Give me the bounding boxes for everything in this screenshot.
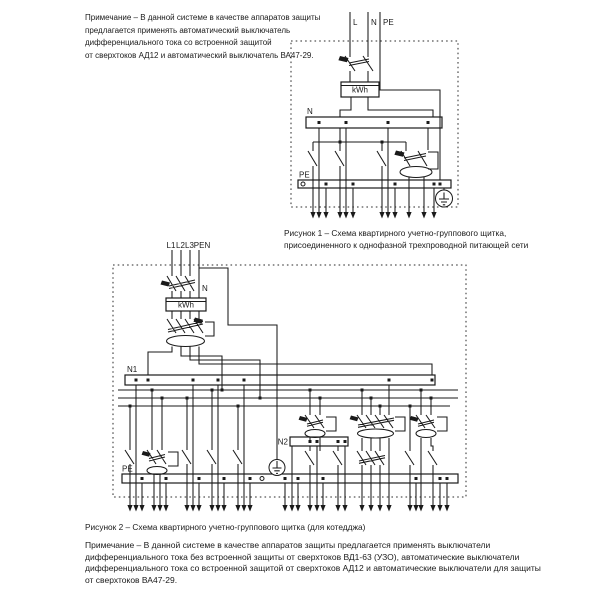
note-line: предлагается применять автоматический выключатель: [85, 25, 291, 35]
n2-bus-label: N2: [277, 437, 288, 447]
outgoing-arrows: [310, 212, 436, 219]
panel-enclosure-border: [291, 41, 458, 207]
rcd-toroid-icon: [305, 430, 325, 438]
label-l2: L2: [176, 241, 185, 250]
pe-bus: [122, 474, 458, 483]
neutral-bus: [306, 117, 442, 128]
figure1-caption: [284, 227, 528, 251]
wiring: [308, 12, 444, 212]
note-line: Примечание – В данной системе в качестве аппаратов защиты предлагается применять выключатели: [85, 540, 491, 550]
label-n-wire: N: [202, 284, 208, 293]
caption-line: Рисунок 1 – Схема квартирного учетно-группового щитка,: [284, 228, 507, 238]
note-line: Примечание – В данной системе в качестве аппаратов защиты: [85, 13, 321, 22]
rcd-toroid-icon: [400, 167, 432, 178]
pe-terminal: [301, 182, 305, 186]
note-bottom: [85, 540, 541, 587]
figure1-schematic: [291, 12, 458, 219]
figure2-schematic: [113, 241, 466, 512]
kwh-label: kWh: [352, 85, 368, 95]
rcd-toroid-icon: [167, 336, 205, 347]
label-l1: L1: [166, 241, 176, 250]
note-line: от сверхтоков ВА47-29.: [85, 575, 178, 586]
rcd-toroid-icon: [358, 429, 394, 438]
figure2-caption: [85, 521, 365, 533]
note-line: дифференциального тока со встроенной защитой: [85, 38, 272, 48]
note-line: от сверхтоков АД12 и автоматический выключатель ВА47-29.: [85, 50, 314, 60]
caption-line: присоединенного к однофазной трехпроводной питающей сети: [284, 240, 529, 250]
note-line: дифференциального тока со встроенной защитой от сверхтоков АД12 и автоматические выключатели для защиты: [85, 563, 541, 574]
pe-terminal: [260, 477, 264, 481]
neutral-bus-label: N: [307, 107, 313, 116]
label-l: L: [353, 18, 358, 27]
pe-bus-label: PE: [122, 464, 133, 474]
n1-bus-label: N1: [127, 365, 138, 374]
kwh-label: kWh: [178, 300, 194, 310]
junction-dots: [129, 379, 449, 481]
rcd-toroid-icon: [416, 430, 436, 438]
rcd-toroid-icon: [147, 467, 167, 475]
label-n: N: [371, 18, 377, 27]
label-pe: PE: [383, 18, 394, 27]
wiring: [118, 250, 458, 505]
label-l3: L3: [185, 241, 194, 250]
label-pen: PEN: [193, 241, 211, 250]
pe-bus-label: PE: [299, 170, 310, 180]
pe-bus: [298, 180, 451, 188]
note-line: дифференциального тока без встроенной защиты от сверхтоков ВД1-63 (УЗО), автоматические выключатели: [85, 551, 520, 562]
outgoing-arrows: [127, 505, 449, 512]
caption-line: Рисунок 2 – Схема квартирного учетно-группового щитка (для котедджа): [85, 522, 366, 532]
